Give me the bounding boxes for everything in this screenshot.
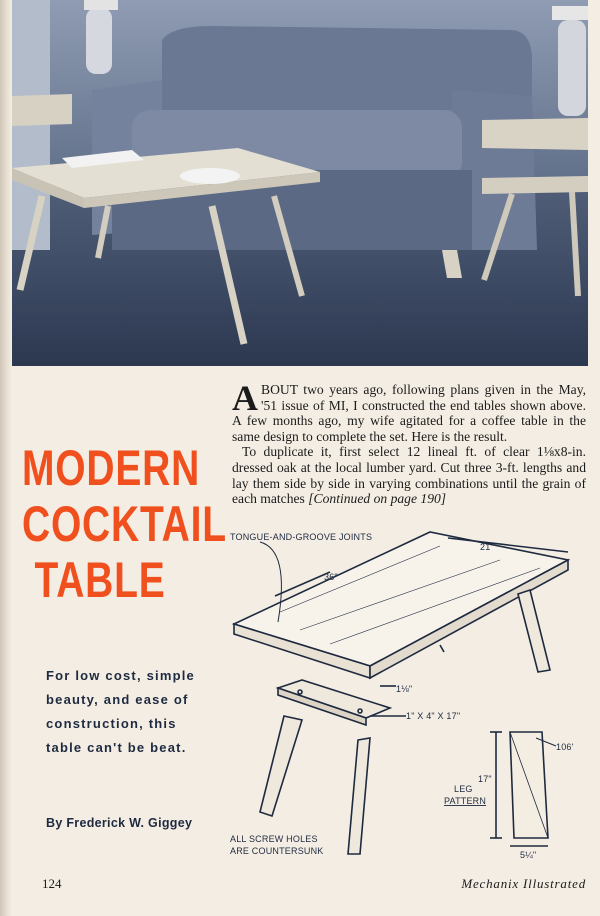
label-leg-pattern-1: LEG [454, 784, 473, 794]
label-leg-width: 5¼" [520, 850, 537, 860]
label-cleat: 1" X 4" X 17" [406, 711, 461, 721]
drop-cap: A [232, 378, 258, 418]
body-paragraph-2-text: To duplicate it, first select 12 lineal ft. of clear 1⅛x8-in. dressed oak at the local lumber yard. Cut three 3-ft. lengths and lay them side by side in varying combinations until the grain of each matches [232, 444, 586, 507]
body-paragraph-1 [232, 378, 586, 444]
label-leg-angle: 106' [556, 742, 574, 752]
rear-leg [518, 590, 550, 672]
page-spine [0, 0, 12, 916]
body-paragraph-2 [232, 444, 586, 506]
label-note-2: ARE COUNTERSUNK [230, 846, 324, 856]
label-joints: TONGUE-AND-GROOVE JOINTS [230, 532, 373, 542]
headline-line-2: COCKTAIL [22, 496, 227, 552]
headline-line-3: TABLE [34, 552, 166, 608]
label-leg-pattern-2: PATTERN [444, 796, 487, 806]
continued-note: [Continued on page 190] [308, 491, 447, 507]
loose-leg-1 [260, 716, 302, 816]
label-leg-height: 17" [478, 774, 492, 784]
construction-diagram [220, 520, 590, 870]
living-room-photo [12, 0, 588, 366]
headline-line-1: MODERN [22, 440, 201, 496]
article-headline [22, 440, 227, 608]
label-note-1: ALL SCREW HOLES [230, 834, 318, 844]
page-number: 124 [42, 876, 62, 891]
publication-name: Mechanix Illustrated [461, 876, 586, 891]
body-paragraph-1-text: BOUT two years ago, following plans given in the May, '51 issue of MI, I constructed the end tables shown above. A few months ago, my wife agitated for a coffee table in the same design to complete the set. Here is the result. [232, 382, 586, 444]
label-thickness: 1⅛" [396, 684, 413, 694]
label-width: 21" [480, 542, 494, 552]
article-body [232, 378, 586, 507]
label-length: 36" [324, 572, 338, 582]
loose-leg-2 [348, 738, 370, 854]
article-byline: By Frederick W. Giggey [46, 816, 193, 830]
article-tagline: For low cost, simple beauty, and ease of construction, this table can't be beat. [46, 668, 195, 755]
